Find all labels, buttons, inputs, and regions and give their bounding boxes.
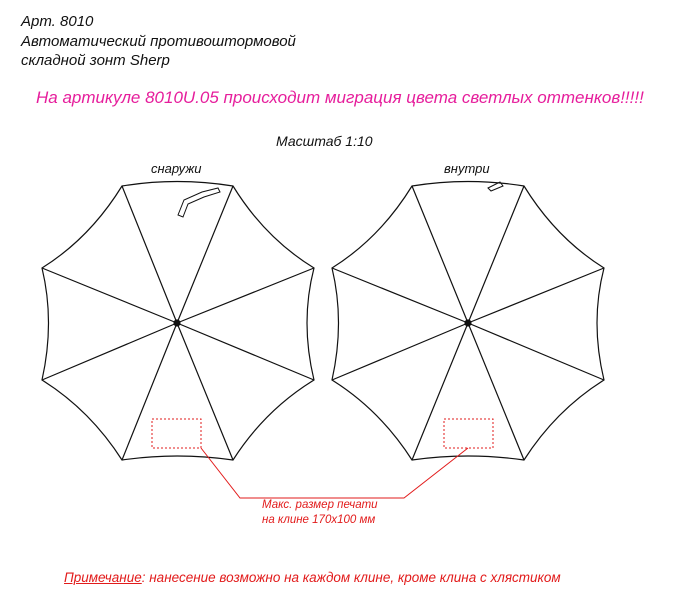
umbrella-outside bbox=[42, 182, 314, 461]
inside-view-label: внутри bbox=[444, 161, 490, 176]
title-line-1: Автоматический противоштормовой bbox=[21, 33, 296, 50]
umbrella-center bbox=[465, 320, 471, 326]
article-number: Арт. 8010 bbox=[21, 13, 94, 30]
print-area-box bbox=[152, 419, 201, 448]
footnote bbox=[64, 570, 561, 585]
footnote-text: : нанесение возможно на каждом клине, кроме клина с хлястиком bbox=[141, 570, 561, 585]
footnote-lead: Примечание bbox=[64, 570, 142, 585]
color-migration-warning: На артикуле 8010U.05 происходит миграция цвета светлых оттенков!!!!! bbox=[36, 88, 644, 107]
strap-icon bbox=[488, 182, 503, 191]
title-line-2: складной зонт Sherp bbox=[21, 52, 170, 69]
print-size-label-line-1: Макс. размер печати bbox=[262, 499, 378, 511]
umbrella-inside bbox=[332, 182, 604, 461]
umbrella-center bbox=[174, 320, 180, 326]
scale-label: Масштаб 1:10 bbox=[276, 133, 373, 149]
print-area-box bbox=[444, 419, 493, 448]
print-size-label-line-2: на клине 170х100 мм bbox=[262, 514, 376, 526]
strap-icon bbox=[178, 188, 220, 217]
outside-view-label: снаружи bbox=[151, 161, 202, 176]
print-area-callout bbox=[201, 448, 468, 498]
